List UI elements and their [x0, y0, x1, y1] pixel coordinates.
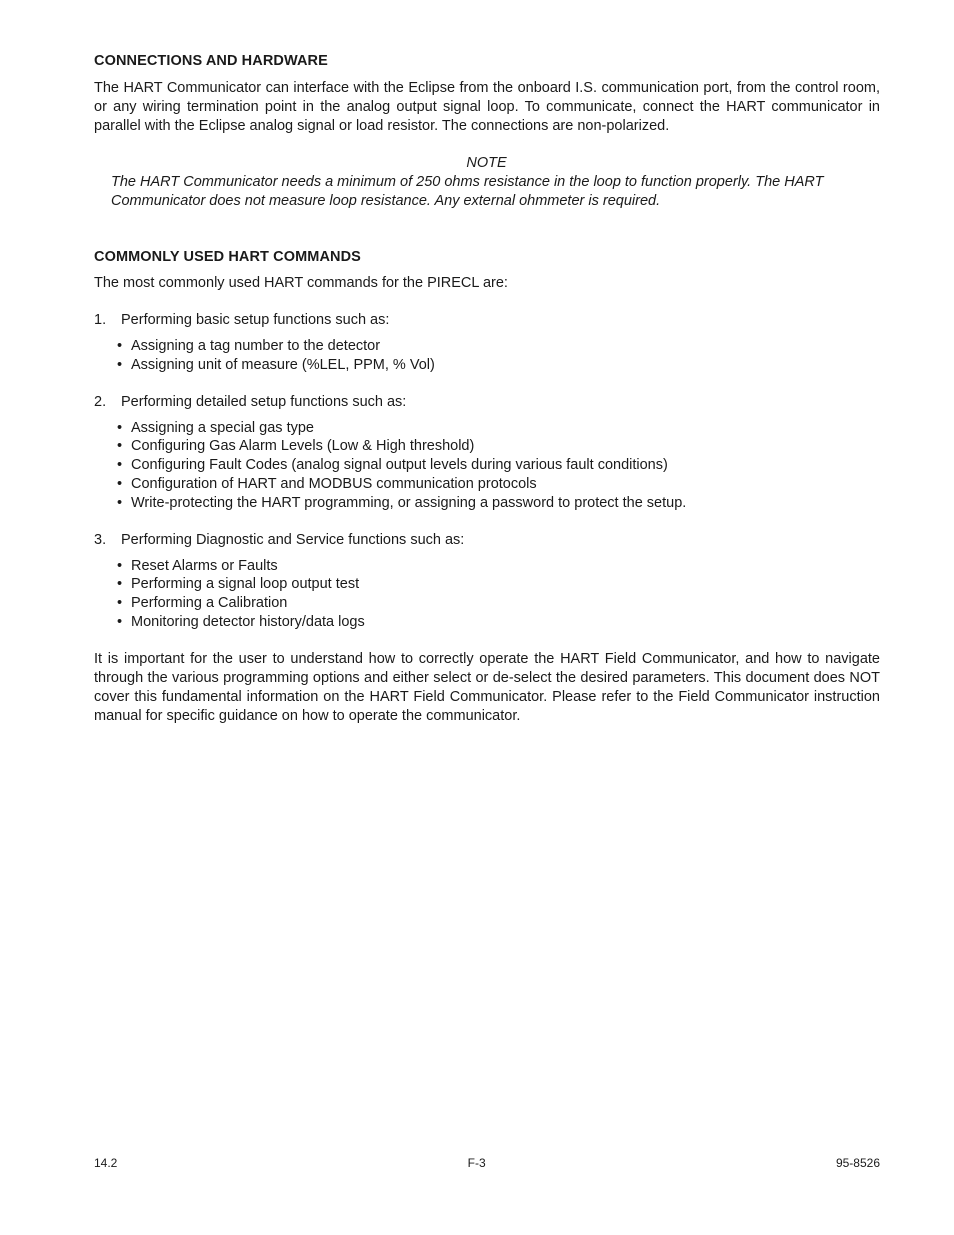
- list-item: [94, 393, 880, 412]
- bullet-item: • Performing a Calibration: [117, 594, 880, 613]
- page-footer: [94, 1156, 880, 1170]
- list-number: 3.: [94, 531, 107, 548]
- bullet-list: [94, 337, 880, 375]
- footer-page-number: F-3: [467, 1156, 486, 1170]
- bullet-item: • Monitoring detector history/data logs: [117, 613, 880, 632]
- bullet-item: • Assigning a special gas type: [117, 419, 880, 438]
- bullet-item: • Configuring Fault Codes (analog signal output levels during various fault conditions): [117, 456, 880, 475]
- note-block: [94, 154, 880, 211]
- section-title-hart-commands: COMMONLY USED HART COMMANDS: [94, 249, 361, 265]
- section-body-connections: The HART Communicator can interface with the Eclipse from the onboard I.S. communication port, from the control room, or any wiring termination point in the analog output signal loop. To communicate, connect the HART communicator in parallel with the Eclipse analog signal or load resistor. The connections are non-polarized.: [94, 80, 880, 134]
- list-item: [94, 531, 880, 550]
- bullet-item: • Write-protecting the HART programming, or assigning a password to protect the setup.: [117, 494, 880, 513]
- note-title: NOTE: [466, 155, 507, 171]
- section-title-connections: CONNECTIONS AND HARDWARE: [94, 53, 328, 69]
- footer-document-number: 95-8526: [835, 1156, 880, 1170]
- section-intro-hart-commands: The most commonly used HART commands for the PIRECL are:: [94, 275, 508, 291]
- bullet-item: • Assigning unit of measure (%LEL, PPM, % Vol): [117, 356, 880, 375]
- bullet-item: • Assigning a tag number to the detector: [117, 337, 880, 356]
- list-text: Performing basic setup functions such as:: [121, 312, 390, 328]
- bullet-item: • Reset Alarms or Faults: [117, 557, 880, 576]
- document-page: [94, 52, 880, 726]
- bullet-list: [94, 419, 880, 513]
- closing-paragraph: It is important for the user to understand how to correctly operate the HART Field Communicator, and how to navigate through the various programming options and either select or de-select the desired parameters. This document does NOT cover this fundamental information on the HART Field Communicator. Please refer to the Field Communicator instruction manual for specific guidance on how to operate the communicator.: [94, 650, 880, 724]
- bullet-list: [94, 557, 880, 632]
- bullet-item: • Configuration of HART and MODBUS communication protocols: [117, 475, 880, 494]
- list-number: 1.: [94, 312, 107, 328]
- note-body: The HART Communicator needs a minimum of 250 ohms resistance in the loop to function properly. The HART Communicator does not measure loop resistance. Any external ohmmeter is required.: [111, 174, 824, 209]
- bullet-item: • Performing a signal loop output test: [117, 575, 880, 594]
- list-number: 2.: [94, 393, 107, 410]
- list-text: Performing detailed setup functions such as:: [121, 393, 407, 410]
- list-item: [94, 311, 880, 330]
- footer-revision: 14.2: [94, 1156, 118, 1170]
- list-text: Performing Diagnostic and Service functions such as:: [121, 531, 465, 548]
- command-list: [94, 311, 880, 632]
- bullet-item: • Configuring Gas Alarm Levels (Low & High threshold): [117, 437, 880, 456]
